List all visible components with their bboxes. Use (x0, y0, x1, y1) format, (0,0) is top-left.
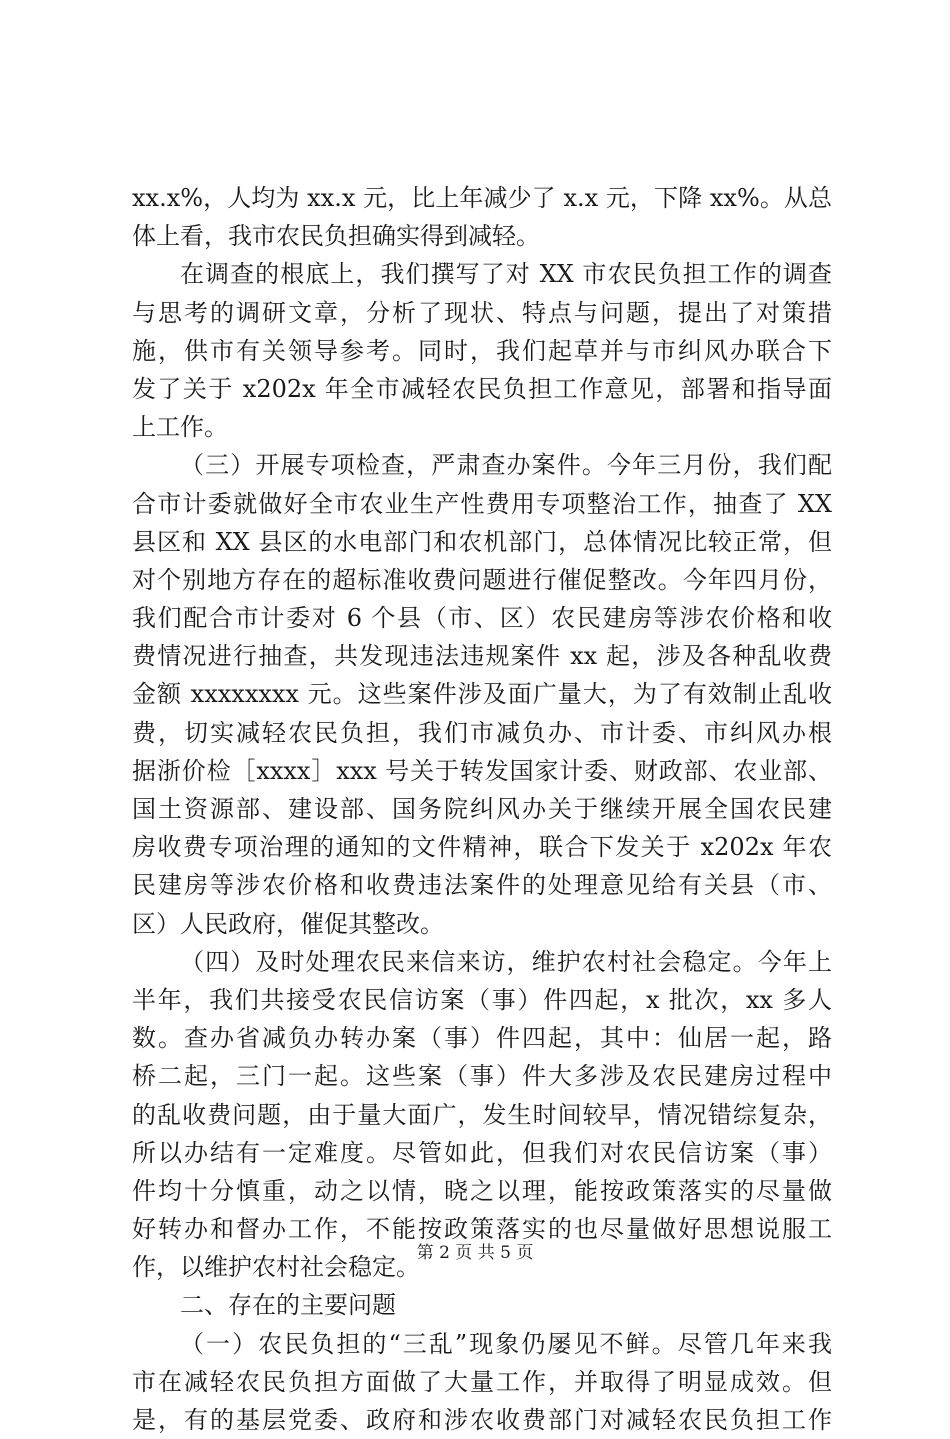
text-line: 县区和 XX 县区的水电部门和农机部门，总体情况比较正常，但 (132, 527, 832, 556)
text-line: 费情况进行抽查，共发现违法违规案件 xx 起，涉及各种乱收费 (132, 642, 832, 671)
text-line: 件均十分慎重，动之以情，晓之以理，能按政策落实的尽量做 (132, 1176, 832, 1205)
text-line: 上工作。 (132, 413, 228, 442)
text-line: （一）农民负担的“三乱”现象仍屡见不鲜。尽管几年来我 (180, 1329, 832, 1358)
text-line: 费，切实减轻农民负担，我们市减负办、市计委、市纠风办根 (132, 718, 832, 747)
text-line: 体上看，我市农民负担确实得到减轻。 (132, 222, 540, 251)
text-line: 与思考的调研文章，分析了现状、特点与问题，提出了对策措 (132, 298, 832, 327)
text-line: 在调查的根底上，我们撰写了对 XX 市农民负担工作的调查 (180, 260, 832, 289)
text-line: 我们配合市计委对 6 个县（市、区）农民建房等涉农价格和收 (132, 604, 832, 633)
text-line: 作，以维护农村社会稳定。 (132, 1253, 420, 1282)
text-line: 二、存在的主要问题 (180, 1291, 396, 1320)
text-line: 数。查办省减负办转办案（事）件四起，其中：仙居一起，路 (132, 1024, 832, 1053)
text-line: 好转办和督办工作，不能按政策落实的也尽量做好思想说服工 (132, 1215, 832, 1244)
page-footer: 第 2 页 共 5 页 (416, 1243, 534, 1263)
text-line: 发了关于 x202x 年全市减轻农民负担工作意见，部署和指导面 (132, 374, 832, 403)
text-line: 所以办结有一定难度。尽管如此，但我们对农民信访案（事） (132, 1138, 832, 1167)
text-line: 桥二起，三门一起。这些案（事）件大多涉及农民建房过程中 (132, 1062, 832, 1091)
text-line: 金额 xxxxxxxx 元。这些案件涉及面广量大，为了有效制止乱收 (132, 680, 832, 709)
text-line: 据浙价检［xxxx］xxx 号关于转发国家计委、财政部、农业部、 (132, 756, 832, 785)
text-line: 是，有的基层党委、政府和涉农收费部门对减轻农民负担工作 (132, 1406, 832, 1434)
text-line: 合市计委就做好全市农业生产性费用专项整治工作，抽查了 XX (132, 489, 832, 518)
text-line: （三）开展专项检查，严肃查办案件。今年三月份，我们配 (180, 451, 832, 480)
text-line: xx.x%，人均为 xx.x 元，比上年减少了 x.x 元，下降 xx%。从总 (132, 184, 832, 212)
text-line: 房收费专项治理的通知的文件精神，联合下发关于 x202x 年农 (132, 833, 832, 862)
text-line: 民建房等涉农价格和收费违法案件的处理意见给有关县（市、 (132, 871, 832, 900)
text-line: 国土资源部、建设部、国务院纠风办关于继续开展全国农民建 (132, 795, 832, 823)
text-line: 对个别地方存在的超标准收费问题进行催促整改。今年四月份， (132, 565, 832, 594)
text-line: 半年，我们共接受农民信访案（事）件四起，x 批次，xx 多人 (132, 985, 832, 1014)
text-line: （四）及时处理农民来信来访，维护农村社会稳定。今年上 (180, 947, 832, 976)
text-line: 市在减轻农民负担方面做了大量工作，并取得了明显成效。但 (132, 1367, 832, 1396)
text-line: 施，供市有关领导参考。同时，我们起草并与市纠风办联合下 (132, 336, 832, 365)
text-line: 的乱收费问题，由于量大面广，发生时间较早，情况错综复杂， (132, 1100, 832, 1129)
text-line: 区）人民政府，催促其整改。 (132, 909, 444, 938)
